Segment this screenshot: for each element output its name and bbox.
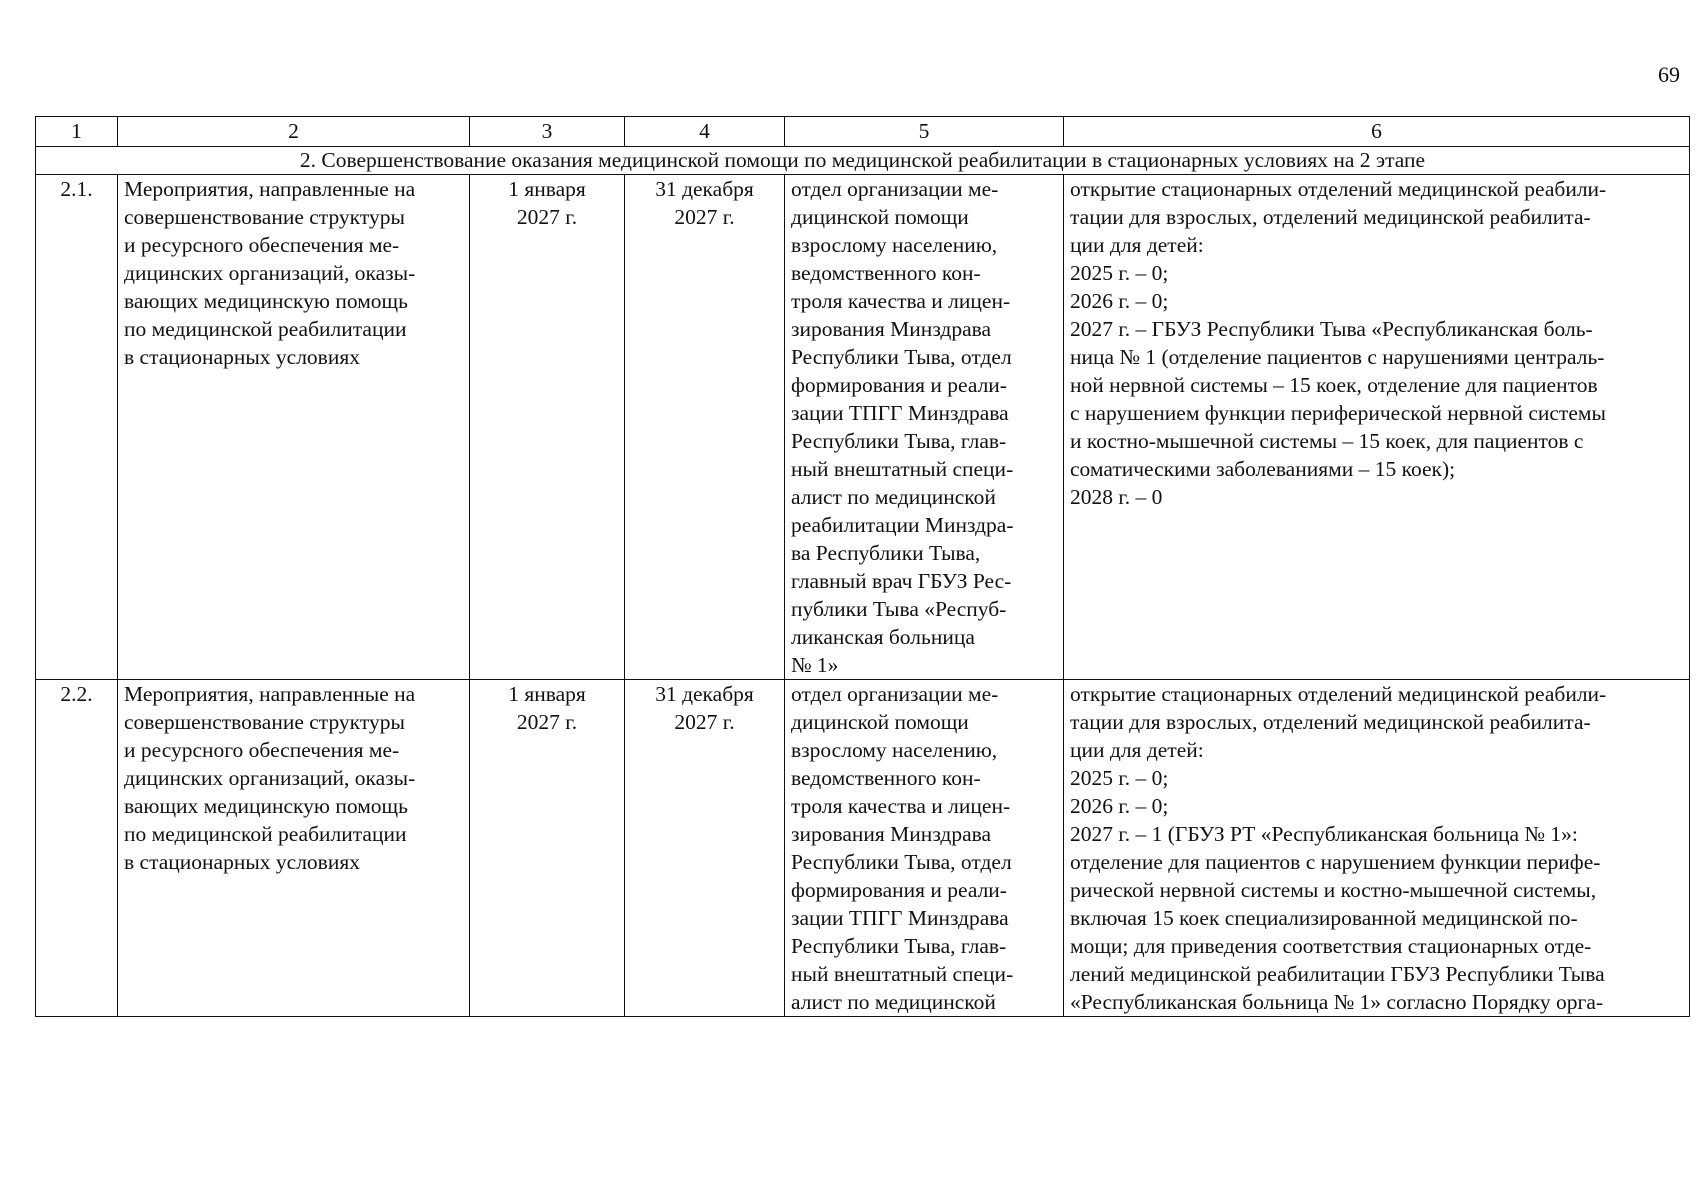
result-cell [1064, 680, 1690, 1017]
cell-line: рической нервной системы и костно-мышечной системы, [1070, 878, 1597, 902]
responsible-cell [785, 680, 1064, 1017]
cell-line: с нарушением функции периферической нервной системы [1070, 401, 1606, 425]
column-number: 6 [1064, 117, 1690, 147]
column-number: 3 [470, 117, 625, 147]
cell-line: 1 января [508, 682, 586, 706]
column-number: 1 [36, 117, 118, 147]
cell-line: открытие стационарных отделений медицинской реабили- [1070, 682, 1607, 706]
cell-line: совершенствование структуры [124, 205, 405, 229]
row-number: 2.2. [36, 680, 118, 1017]
column-number: 5 [785, 117, 1064, 147]
cell-line: дицинских организаций, оказы- [124, 261, 416, 285]
cell-line: 31 декабря [655, 177, 754, 201]
measures-table [35, 116, 1690, 1017]
column-number: 4 [625, 117, 785, 147]
cell-line: совершенствование структуры [124, 710, 405, 734]
cell-line: ведомственного кон- [791, 766, 981, 790]
cell-line: ный внештатный специ- [791, 962, 1014, 986]
cell-line: ции для детей: [1070, 738, 1204, 762]
end-date-cell [625, 175, 785, 680]
cell-line: публики Тыва «Респуб- [791, 597, 1007, 621]
cell-line: Мероприятия, направленные на [124, 682, 416, 706]
cell-line: и ресурсного обеспечения ме- [124, 738, 400, 762]
cell-line: и ресурсного обеспечения ме- [124, 233, 400, 257]
cell-line: зации ТПГГ Минздрава [791, 906, 1009, 930]
start-date-cell [470, 680, 625, 1017]
cell-line: ции для детей: [1070, 233, 1204, 257]
start-date-cell [470, 175, 625, 680]
cell-line: и костно-мышечной системы – 15 коек, для пациентов с [1070, 429, 1584, 453]
cell-line: тации для взрослых, отделений медицинской реабилита- [1070, 710, 1591, 734]
cell-line: тации для взрослых, отделений медицинской реабилита- [1070, 205, 1591, 229]
cell-line: Республики Тыва, отдел [791, 345, 1012, 369]
cell-line: дицинских организаций, оказы- [124, 766, 416, 790]
cell-line: отделение для пациентов с нарушением функции перифе- [1070, 850, 1601, 874]
cell-line: вающих медицинскую помощь [124, 289, 408, 313]
cell-line: лений медицинской реабилитации ГБУЗ Республики Тыва [1070, 962, 1605, 986]
cell-line: по медицинской реабилитации [124, 317, 407, 341]
cell-line: троля качества и лицен- [791, 794, 1011, 818]
cell-line: 2027 г. [674, 710, 735, 734]
table-row [36, 680, 1690, 1017]
cell-line: алист по медицинской [791, 485, 996, 509]
cell-line: в стационарных условиях [124, 345, 360, 369]
section-title: 2. Совершенствование оказания медицинской помощи по медицинской реабилитации в стационарных условиях на 2 этапе [36, 147, 1690, 175]
cell-line: ный внештатный специ- [791, 457, 1014, 481]
cell-line: дицинской помощи [791, 205, 969, 229]
row-number: 2.1. [36, 175, 118, 680]
cell-line: ной нервной системы – 15 коек, отделение для пациентов [1070, 373, 1598, 397]
cell-line: 2027 г. – ГБУЗ Республики Тыва «Республиканская боль- [1070, 317, 1593, 341]
cell-line: алист по медицинской [791, 990, 996, 1014]
cell-line: 2028 г. – 0 [1070, 485, 1163, 509]
section-heading-row [36, 147, 1690, 175]
event-cell [118, 175, 470, 680]
cell-line: зации ТПГГ Минздрава [791, 401, 1009, 425]
cell-line: Республики Тыва, глав- [791, 934, 1007, 958]
cell-line: ликанская больница [791, 625, 975, 649]
cell-line: 2027 г. – 1 (ГБУЗ РТ «Республиканская больница № 1»: [1070, 822, 1578, 846]
cell-line: Республики Тыва, глав- [791, 429, 1007, 453]
cell-line: зирования Минздрава [791, 822, 992, 846]
cell-line: 2027 г. [516, 205, 578, 229]
cell-line: открытие стационарных отделений медицинской реабили- [1070, 177, 1607, 201]
cell-line: 2027 г. [516, 710, 578, 734]
cell-line: дицинской помощи [791, 710, 969, 734]
column-number-row [36, 117, 1690, 147]
cell-line: Мероприятия, направленные на [124, 177, 416, 201]
cell-line: главный врач ГБУЗ Рес- [791, 569, 1012, 593]
cell-line: 2027 г. [674, 205, 735, 229]
cell-line: № 1» [791, 653, 839, 677]
cell-line: 2025 г. – 0; [1070, 261, 1169, 285]
result-cell [1064, 175, 1690, 680]
cell-line: мощи; для приведения соответствия стационарных отде- [1070, 934, 1592, 958]
cell-line: троля качества и лицен- [791, 289, 1011, 313]
cell-line: формирования и реали- [791, 373, 1007, 397]
event-cell [118, 680, 470, 1017]
cell-line: 2026 г. – 0; [1070, 794, 1169, 818]
table-row [36, 175, 1690, 680]
cell-line: формирования и реали- [791, 878, 1007, 902]
cell-line: 31 декабря [655, 682, 754, 706]
cell-line: зирования Минздрава [791, 317, 992, 341]
cell-line: ница № 1 (отделение пациентов с нарушениями централь- [1070, 345, 1605, 369]
end-date-cell [625, 680, 785, 1017]
cell-line: отдел организации ме- [791, 682, 999, 706]
cell-line: «Республиканская больница № 1» согласно Порядку орга- [1070, 990, 1604, 1014]
cell-line: 1 января [508, 177, 586, 201]
column-number: 2 [118, 117, 470, 147]
cell-line: Республики Тыва, отдел [791, 850, 1012, 874]
cell-line: ва Республики Тыва, [791, 541, 981, 565]
responsible-cell [785, 175, 1064, 680]
cell-line: ведомственного кон- [791, 261, 981, 285]
page-number: 69 [1658, 62, 1680, 87]
cell-line: по медицинской реабилитации [124, 822, 407, 846]
cell-line: 2025 г. – 0; [1070, 766, 1169, 790]
cell-line: реабилитации Минздра- [791, 513, 1014, 537]
cell-line: взрослому населению, [791, 738, 998, 762]
cell-line: отдел организации ме- [791, 177, 999, 201]
cell-line: в стационарных условиях [124, 850, 360, 874]
cell-line: вающих медицинскую помощь [124, 794, 408, 818]
cell-line: соматическими заболеваниями – 15 коек); [1070, 457, 1456, 481]
cell-line: 2026 г. – 0; [1070, 289, 1169, 313]
cell-line: включая 15 коек специализированной медицинской по- [1070, 906, 1578, 930]
cell-line: взрослому населению, [791, 233, 998, 257]
